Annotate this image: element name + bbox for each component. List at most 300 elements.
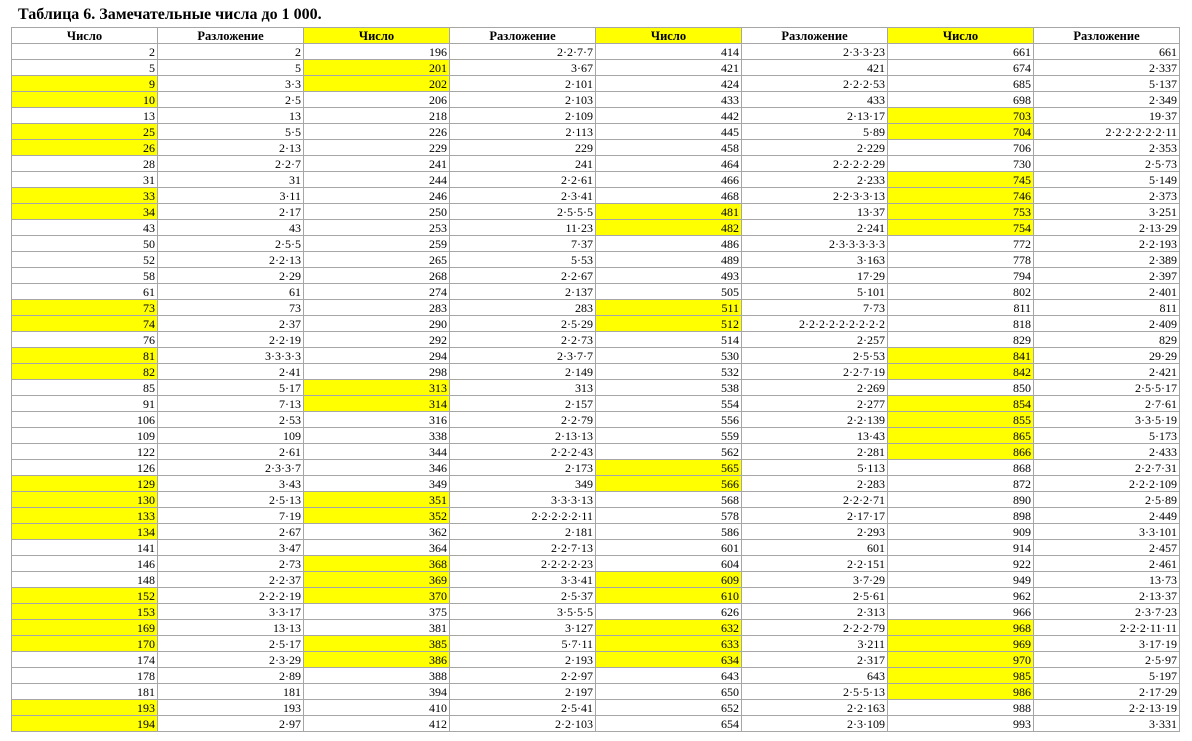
number-cell: 246 (304, 188, 450, 204)
factorization-cell: 2·3·29 (158, 652, 304, 668)
factorization-cell: 2·317 (742, 652, 888, 668)
factorization-cell: 2·293 (742, 524, 888, 540)
number-cell: 794 (888, 268, 1034, 284)
factorization-cell: 13·73 (1034, 572, 1180, 588)
factorization-cell: 73 (158, 300, 304, 316)
number-cell: 346 (304, 460, 450, 476)
factorization-cell: 2·17·17 (742, 508, 888, 524)
factorization-cell: 13·13 (158, 620, 304, 636)
number-cell: 511 (596, 300, 742, 316)
number-cell: 362 (304, 524, 450, 540)
number-cell: 13 (12, 108, 158, 124)
factorization-cell: 2·2·2·2·29 (742, 156, 888, 172)
number-cell: 772 (888, 236, 1034, 252)
factorization-cell: 3·211 (742, 636, 888, 652)
number-cell: 811 (888, 300, 1034, 316)
number-cell: 554 (596, 396, 742, 412)
table-row (12, 364, 1180, 380)
number-cell: 2 (12, 44, 158, 60)
number-cell: 338 (304, 428, 450, 444)
factorization-cell: 2·401 (1034, 284, 1180, 300)
number-cell: 872 (888, 476, 1034, 492)
number-cell: 818 (888, 316, 1034, 332)
table-row (12, 396, 1180, 412)
table-row (12, 716, 1180, 732)
factorization-cell: 2·2·97 (450, 668, 596, 684)
number-cell: 909 (888, 524, 1034, 540)
number-cell: 703 (888, 108, 1034, 124)
header-number: Число (304, 28, 450, 44)
number-cell: 565 (596, 460, 742, 476)
factorization-cell: 2·5·53 (742, 348, 888, 364)
table-row (12, 492, 1180, 508)
factorization-cell: 2·283 (742, 476, 888, 492)
factorization-cell: 5·197 (1034, 668, 1180, 684)
table-row (12, 460, 1180, 476)
factorization-cell: 7·73 (742, 300, 888, 316)
number-cell: 26 (12, 140, 158, 156)
number-cell: 85 (12, 380, 158, 396)
number-cell: 568 (596, 492, 742, 508)
table-row (12, 348, 1180, 364)
factorization-cell: 2·2·2·109 (1034, 476, 1180, 492)
factorization-cell: 5·137 (1034, 76, 1180, 92)
number-cell: 253 (304, 220, 450, 236)
number-cell: 601 (596, 540, 742, 556)
factorization-cell: 3·67 (450, 60, 596, 76)
factorization-cell: 2·41 (158, 364, 304, 380)
factorization-cell: 2·421 (1034, 364, 1180, 380)
number-cell: 76 (12, 332, 158, 348)
number-cell: 914 (888, 540, 1034, 556)
factorization-cell: 5·101 (742, 284, 888, 300)
number-cell: 433 (596, 92, 742, 108)
number-cell: 626 (596, 604, 742, 620)
factorization-cell: 2·5·97 (1034, 652, 1180, 668)
factorization-cell: 2·2·2·11·11 (1034, 620, 1180, 636)
factorization-cell: 3·163 (742, 252, 888, 268)
header-number: Число (12, 28, 158, 44)
factorization-cell: 2·2·13 (158, 252, 304, 268)
table-row (12, 300, 1180, 316)
table-row (12, 76, 1180, 92)
number-cell: 854 (888, 396, 1034, 412)
table-row (12, 428, 1180, 444)
number-cell: 74 (12, 316, 158, 332)
number-cell: 868 (888, 460, 1034, 476)
table-row (12, 684, 1180, 700)
number-cell: 129 (12, 476, 158, 492)
table-row (12, 476, 1180, 492)
table-row (12, 156, 1180, 172)
factorization-cell: 2·61 (158, 444, 304, 460)
factorization-cell: 19·37 (1034, 108, 1180, 124)
factorization-cell: 2·337 (1034, 60, 1180, 76)
factorization-cell: 2·2·139 (742, 412, 888, 428)
factorization-cell: 2·281 (742, 444, 888, 460)
number-cell: 43 (12, 220, 158, 236)
factorization-cell: 2·2·7·19 (742, 364, 888, 380)
factorization-cell: 2·2·37 (158, 572, 304, 588)
table-row (12, 44, 1180, 60)
factorization-cell: 5·173 (1034, 428, 1180, 444)
factorization-cell: 2·13·29 (1034, 220, 1180, 236)
number-cell: 841 (888, 348, 1034, 364)
factorization-cell: 2·5·37 (450, 588, 596, 604)
factorization-cell: 3·3·5·19 (1034, 412, 1180, 428)
factorization-cell: 2·3·41 (450, 188, 596, 204)
factorization-cell: 13 (158, 108, 304, 124)
number-cell: 146 (12, 556, 158, 572)
number-cell: 414 (596, 44, 742, 60)
table-row (12, 172, 1180, 188)
factorization-cell: 3·47 (158, 540, 304, 556)
factorization-cell: 2·257 (742, 332, 888, 348)
factorization-cell: 2·7·61 (1034, 396, 1180, 412)
number-cell: 368 (304, 556, 450, 572)
factorization-cell: 2·3·3·3·3·3 (742, 236, 888, 252)
number-cell: 922 (888, 556, 1034, 572)
factorization-cell: 43 (158, 220, 304, 236)
factorization-cell: 313 (450, 380, 596, 396)
factorization-cell: 2·397 (1034, 268, 1180, 284)
number-cell: 50 (12, 236, 158, 252)
factorization-cell: 2·2·7 (158, 156, 304, 172)
factorization-cell: 2·269 (742, 380, 888, 396)
number-cell: 31 (12, 172, 158, 188)
factorization-cell: 2·2·2·2·23 (450, 556, 596, 572)
number-cell: 706 (888, 140, 1034, 156)
factorization-cell: 5·5 (158, 124, 304, 140)
factorization-cell: 3·3·101 (1034, 524, 1180, 540)
factorization-cell: 5·53 (450, 252, 596, 268)
factorization-cell: 643 (742, 668, 888, 684)
number-cell: 170 (12, 636, 158, 652)
factorization-cell: 2 (158, 44, 304, 60)
factorization-cell: 2·2·2·19 (158, 588, 304, 604)
number-cell: 375 (304, 604, 450, 620)
table-row (12, 380, 1180, 396)
factorization-cell: 7·37 (450, 236, 596, 252)
factorization-cell: 7·13 (158, 396, 304, 412)
factorization-cell: 5·89 (742, 124, 888, 140)
number-cell: 489 (596, 252, 742, 268)
number-cell: 829 (888, 332, 1034, 348)
number-cell: 313 (304, 380, 450, 396)
factorization-cell: 29·29 (1034, 348, 1180, 364)
number-cell: 966 (888, 604, 1034, 620)
number-cell: 106 (12, 412, 158, 428)
number-cell: 174 (12, 652, 158, 668)
number-cell: 130 (12, 492, 158, 508)
number-cell: 91 (12, 396, 158, 412)
number-cell: 514 (596, 332, 742, 348)
table-row (12, 668, 1180, 684)
factorization-cell: 349 (450, 476, 596, 492)
number-cell: 196 (304, 44, 450, 60)
number-cell: 566 (596, 476, 742, 492)
number-cell: 634 (596, 652, 742, 668)
number-cell: 890 (888, 492, 1034, 508)
factorization-cell: 109 (158, 428, 304, 444)
factorization-cell: 2·373 (1034, 188, 1180, 204)
factorization-cell: 3·3·3·3 (158, 348, 304, 364)
number-cell: 746 (888, 188, 1034, 204)
table-row (12, 204, 1180, 220)
factorization-cell: 661 (1034, 44, 1180, 60)
number-cell: 482 (596, 220, 742, 236)
number-cell: 609 (596, 572, 742, 588)
factorization-cell: 2·97 (158, 716, 304, 732)
factorization-cell: 2·137 (450, 284, 596, 300)
table-row (12, 620, 1180, 636)
factorization-cell: 2·2·7·31 (1034, 460, 1180, 476)
number-cell: 388 (304, 668, 450, 684)
number-cell: 650 (596, 684, 742, 700)
number-cell: 152 (12, 588, 158, 604)
number-cell: 698 (888, 92, 1034, 108)
factorization-cell: 3·43 (158, 476, 304, 492)
factorization-cell: 2·2·151 (742, 556, 888, 572)
number-cell: 730 (888, 156, 1034, 172)
table-row (12, 412, 1180, 428)
number-cell: 865 (888, 428, 1034, 444)
factorization-cell: 2·241 (742, 220, 888, 236)
factorization-cell: 2·2·2·71 (742, 492, 888, 508)
number-cell: 5 (12, 60, 158, 76)
table-row (12, 188, 1180, 204)
factorization-cell: 2·13·17 (742, 108, 888, 124)
factorization-cell: 2·2·2·79 (742, 620, 888, 636)
number-cell: 28 (12, 156, 158, 172)
number-cell: 643 (596, 668, 742, 684)
factorization-cell: 2·5·17 (158, 636, 304, 652)
factorization-cell: 2·349 (1034, 92, 1180, 108)
number-cell: 949 (888, 572, 1034, 588)
factorization-cell: 2·13·13 (450, 428, 596, 444)
number-cell: 632 (596, 620, 742, 636)
number-cell: 126 (12, 460, 158, 476)
number-cell: 654 (596, 716, 742, 732)
factorization-cell: 61 (158, 284, 304, 300)
number-cell: 604 (596, 556, 742, 572)
factorization-cell: 2·3·7·7 (450, 348, 596, 364)
factorization-cell: 829 (1034, 332, 1180, 348)
factorization-cell: 2·233 (742, 172, 888, 188)
number-cell: 610 (596, 588, 742, 604)
number-cell: 58 (12, 268, 158, 284)
number-cell: 33 (12, 188, 158, 204)
number-cell: 181 (12, 684, 158, 700)
factorization-cell: 433 (742, 92, 888, 108)
number-cell: 294 (304, 348, 450, 364)
table-row (12, 92, 1180, 108)
number-cell: 562 (596, 444, 742, 460)
table-row (12, 604, 1180, 620)
header-number: Число (596, 28, 742, 44)
number-cell: 394 (304, 684, 450, 700)
number-cell: 274 (304, 284, 450, 300)
factorization-cell: 2·17 (158, 204, 304, 220)
number-cell: 314 (304, 396, 450, 412)
number-cell: 754 (888, 220, 1034, 236)
factorization-cell: 2·229 (742, 140, 888, 156)
number-cell: 134 (12, 524, 158, 540)
factorization-cell: 3·5·5·5 (450, 604, 596, 620)
factorization-cell: 2·2·13·19 (1034, 700, 1180, 716)
factorization-cell: 2·5·5 (158, 236, 304, 252)
factorization-cell: 2·2·3·3·13 (742, 188, 888, 204)
factorization-cell: 2·101 (450, 76, 596, 92)
number-cell: 10 (12, 92, 158, 108)
number-cell: 855 (888, 412, 1034, 428)
factorization-cell: 2·2·7·7 (450, 44, 596, 60)
number-cell: 986 (888, 684, 1034, 700)
number-cell: 201 (304, 60, 450, 76)
header-row (12, 28, 1180, 44)
factorization-cell: 2·433 (1034, 444, 1180, 460)
table-row (12, 700, 1180, 716)
factorization-cell: 2·5·13 (158, 492, 304, 508)
table-row (12, 588, 1180, 604)
number-cell: 153 (12, 604, 158, 620)
factorization-cell: 421 (742, 60, 888, 76)
number-cell: 493 (596, 268, 742, 284)
number-cell: 652 (596, 700, 742, 716)
number-cell: 316 (304, 412, 450, 428)
number-cell: 412 (304, 716, 450, 732)
factorization-cell: 2·149 (450, 364, 596, 380)
number-cell: 802 (888, 284, 1034, 300)
number-cell: 985 (888, 668, 1034, 684)
number-cell: 988 (888, 700, 1034, 716)
number-cell: 9 (12, 76, 158, 92)
factorization-cell: 2·277 (742, 396, 888, 412)
number-cell: 381 (304, 620, 450, 636)
number-cell: 866 (888, 444, 1034, 460)
factorization-cell: 2·53 (158, 412, 304, 428)
number-cell: 265 (304, 252, 450, 268)
numbers-table (11, 27, 1180, 732)
number-cell: 445 (596, 124, 742, 140)
factorization-cell: 13·43 (742, 428, 888, 444)
factorization-cell: 5 (158, 60, 304, 76)
table-title: Таблица 6. Замечательные числа до 1 000. (18, 6, 322, 23)
factorization-cell: 2·2·163 (742, 700, 888, 716)
number-cell: 633 (596, 636, 742, 652)
factorization-cell: 2·5·61 (742, 588, 888, 604)
factorization-cell: 3·331 (1034, 716, 1180, 732)
number-cell: 538 (596, 380, 742, 396)
table-row (12, 332, 1180, 348)
factorization-cell: 2·5·5·13 (742, 684, 888, 700)
table-row (12, 140, 1180, 156)
factorization-cell: 11·23 (450, 220, 596, 236)
number-cell: 283 (304, 300, 450, 316)
factorization-cell: 2·3·109 (742, 716, 888, 732)
number-cell: 850 (888, 380, 1034, 396)
factorization-cell: 7·19 (158, 508, 304, 524)
table-row (12, 572, 1180, 588)
number-cell: 148 (12, 572, 158, 588)
factorization-cell: 2·2·19 (158, 332, 304, 348)
factorization-cell: 2·181 (450, 524, 596, 540)
factorization-cell: 2·313 (742, 604, 888, 620)
number-cell: 559 (596, 428, 742, 444)
number-cell: 962 (888, 588, 1034, 604)
factorization-cell: 181 (158, 684, 304, 700)
factorization-cell: 2·3·7·23 (1034, 604, 1180, 620)
factorization-cell: 3·3·3·13 (450, 492, 596, 508)
number-cell: 178 (12, 668, 158, 684)
table-row (12, 252, 1180, 268)
number-cell: 25 (12, 124, 158, 140)
number-cell: 486 (596, 236, 742, 252)
factorization-cell: 2·2·2·43 (450, 444, 596, 460)
factorization-cell: 2·2·61 (450, 172, 596, 188)
table-row (12, 236, 1180, 252)
factorization-cell: 2·5·73 (1034, 156, 1180, 172)
factorization-cell: 2·157 (450, 396, 596, 412)
factorization-cell: 283 (450, 300, 596, 316)
number-cell: 410 (304, 700, 450, 716)
number-cell: 512 (596, 316, 742, 332)
factorization-cell: 2·2·2·2·2·11 (450, 508, 596, 524)
factorization-cell: 601 (742, 540, 888, 556)
number-cell: 349 (304, 476, 450, 492)
number-cell: 141 (12, 540, 158, 556)
factorization-cell: 2·193 (450, 652, 596, 668)
factorization-cell: 5·113 (742, 460, 888, 476)
header-factorization: Разложение (450, 28, 596, 44)
number-cell: 344 (304, 444, 450, 460)
factorization-cell: 2·2·73 (450, 332, 596, 348)
factorization-cell: 3·3·41 (450, 572, 596, 588)
number-cell: 370 (304, 588, 450, 604)
factorization-cell: 2·389 (1034, 252, 1180, 268)
factorization-cell: 2·449 (1034, 508, 1180, 524)
factorization-cell: 2·109 (450, 108, 596, 124)
number-cell: 292 (304, 332, 450, 348)
number-cell: 226 (304, 124, 450, 140)
number-cell: 202 (304, 76, 450, 92)
number-cell: 898 (888, 508, 1034, 524)
number-cell: 442 (596, 108, 742, 124)
factorization-cell: 2·103 (450, 92, 596, 108)
factorization-cell: 3·3 (158, 76, 304, 92)
factorization-cell: 17·29 (742, 268, 888, 284)
table-row (12, 60, 1180, 76)
number-cell: 169 (12, 620, 158, 636)
factorization-cell: 2·73 (158, 556, 304, 572)
factorization-cell: 2·67 (158, 524, 304, 540)
factorization-cell: 2·2·103 (450, 716, 596, 732)
factorization-cell: 5·17 (158, 380, 304, 396)
factorization-cell: 2·173 (450, 460, 596, 476)
table-row (12, 124, 1180, 140)
number-cell: 661 (888, 44, 1034, 60)
number-cell: 351 (304, 492, 450, 508)
factorization-cell: 3·17·19 (1034, 636, 1180, 652)
number-cell: 122 (12, 444, 158, 460)
number-cell: 586 (596, 524, 742, 540)
number-cell: 532 (596, 364, 742, 380)
number-cell: 578 (596, 508, 742, 524)
factorization-cell: 2·37 (158, 316, 304, 332)
number-cell: 968 (888, 620, 1034, 636)
number-cell: 386 (304, 652, 450, 668)
factorization-cell: 2·13 (158, 140, 304, 156)
